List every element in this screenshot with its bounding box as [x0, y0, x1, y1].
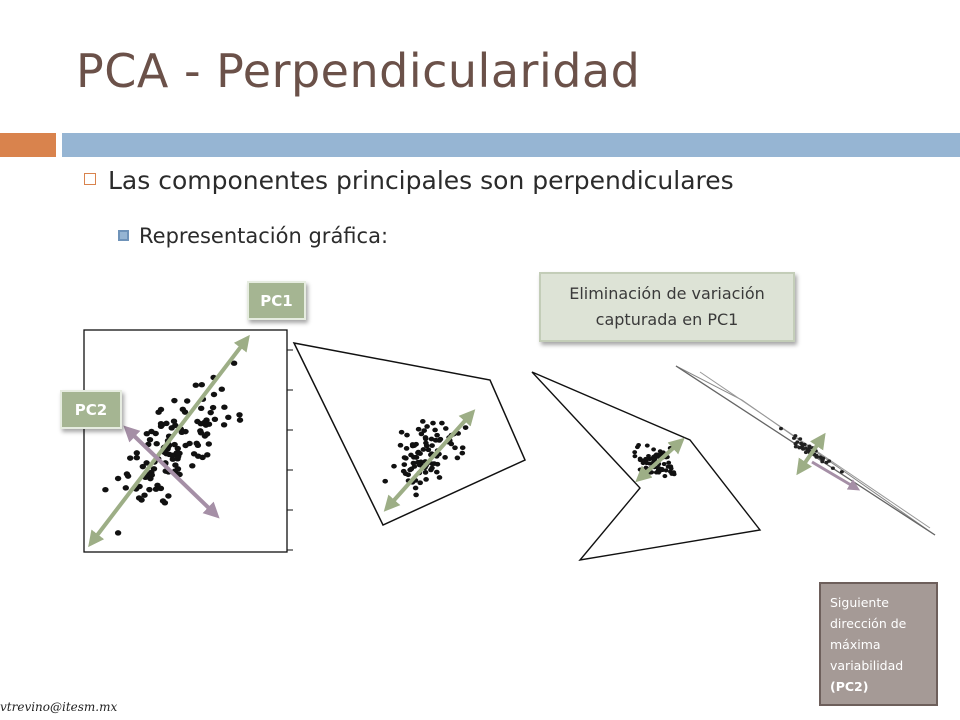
scatter-point — [632, 450, 637, 454]
scatter-point — [127, 455, 133, 460]
scatter-point — [141, 492, 147, 497]
scatter-point — [429, 466, 435, 471]
scatter-point — [654, 452, 659, 456]
scatter-point — [221, 404, 227, 409]
scatter-point — [236, 412, 242, 417]
elimination-note — [539, 272, 795, 342]
scatter-point — [443, 426, 449, 431]
scatter-point — [411, 461, 417, 466]
scatter-point — [821, 458, 825, 461]
next-note-pc2: (PC2) — [830, 679, 869, 694]
scatter-point — [206, 441, 212, 446]
next-note-line: Siguiente — [830, 595, 889, 610]
pc2-label: PC2 — [60, 390, 122, 429]
scatter-point — [194, 441, 200, 446]
scatter-point — [402, 462, 408, 467]
scatter-point — [175, 466, 181, 471]
scatter-point — [237, 417, 243, 422]
scatter-point — [423, 470, 429, 475]
scatter-point — [429, 443, 435, 448]
scatter-point — [666, 461, 671, 465]
scatter-point — [420, 419, 426, 424]
scatter-point — [225, 415, 231, 420]
scatter-point — [189, 463, 195, 468]
scatter-point — [645, 444, 650, 448]
scatter-point — [638, 457, 643, 461]
scatter-point — [421, 447, 427, 452]
scatter-point — [123, 485, 129, 490]
scatter-point — [452, 445, 458, 450]
next-note-line: máxima — [830, 637, 881, 652]
scatter-point — [455, 456, 461, 461]
scatter-point — [804, 446, 808, 449]
scatter-point — [439, 421, 445, 426]
scatter-point — [794, 442, 798, 445]
scatter-point — [171, 398, 177, 403]
scatter-point — [414, 455, 420, 460]
bullet-level1-text: Las componentes principales son perpendiculares — [108, 166, 734, 195]
scatter-point — [212, 417, 218, 422]
scatter-point — [671, 470, 676, 474]
scatter-point — [801, 443, 805, 446]
scatter-point — [432, 428, 438, 433]
scatter-point — [412, 443, 418, 448]
scatter-point — [204, 431, 210, 436]
scatter-point — [221, 422, 227, 427]
scatter-point — [407, 468, 413, 473]
scatter-point — [140, 464, 146, 469]
scatter-point — [208, 410, 214, 415]
scatter-point — [184, 398, 190, 403]
scatter-point — [115, 476, 121, 481]
scatter-point — [460, 451, 466, 456]
scatter-point — [193, 382, 199, 387]
scatter-point — [651, 457, 656, 461]
scatter-point — [413, 493, 419, 498]
next-note-line: variabilidad — [830, 658, 904, 673]
scatter-point — [219, 386, 225, 391]
scatter-point — [662, 462, 667, 466]
scatter-point — [153, 486, 159, 491]
scatter-point — [663, 474, 668, 478]
scatter-point — [198, 406, 204, 411]
scatter-point — [638, 468, 643, 472]
scatter-point — [433, 438, 439, 443]
elimination-note-line1: Eliminación de variación — [569, 284, 765, 303]
scatter-point — [442, 455, 448, 460]
bullet-level2-text: Representación gráfica: — [139, 224, 389, 248]
scatter-point — [165, 493, 171, 498]
scatter-point — [163, 421, 169, 426]
scatter-point — [434, 470, 440, 475]
scatter-panel-original — [84, 330, 293, 552]
scatter-point — [437, 475, 443, 480]
scatter-point — [463, 425, 469, 430]
scatter-point — [399, 430, 405, 435]
projection-panel-2 — [294, 343, 525, 525]
scatter-point — [175, 450, 181, 455]
scatter-point — [408, 453, 414, 458]
next-note-line: dirección de — [830, 616, 907, 631]
scatter-point — [794, 445, 798, 448]
elimination-note-line2: capturada en PC1 — [595, 310, 739, 329]
scatter-point — [416, 450, 422, 455]
scatter-point — [666, 465, 671, 469]
scatter-point — [210, 405, 216, 410]
scatter-point — [136, 495, 142, 500]
scatter-point — [633, 454, 638, 458]
scatter-point — [144, 431, 150, 436]
scatter-point — [154, 441, 160, 446]
scatter-point — [430, 421, 436, 426]
scatter-point — [199, 382, 205, 387]
scatter-point — [651, 447, 656, 451]
scatter-point — [419, 432, 425, 437]
slide-title: PCA - Perpendicularidad — [76, 44, 641, 98]
scatter-point — [195, 453, 201, 458]
scatter-point — [460, 445, 466, 450]
scatter-point — [643, 457, 648, 461]
scatter-point — [146, 487, 152, 492]
scatter-point — [779, 427, 783, 430]
scatter-point — [423, 435, 429, 440]
scatter-point — [404, 446, 410, 451]
scatter-point — [197, 428, 203, 433]
scatter-point — [171, 442, 177, 447]
scatter-point — [798, 437, 802, 440]
scatter-point — [211, 392, 217, 397]
scatter-point — [153, 431, 159, 436]
scatter-point — [404, 433, 410, 438]
scatter-point — [416, 427, 422, 432]
scatter-point — [636, 443, 641, 447]
author-email: vtrevino@itesm.mx — [0, 700, 118, 714]
scatter-point — [102, 487, 108, 492]
scatter-point — [158, 407, 164, 412]
scatter-point — [398, 443, 404, 448]
pc1-label: PC1 — [247, 281, 306, 320]
scatter-point — [125, 473, 131, 478]
scatter-point — [413, 486, 419, 491]
scatter-point — [169, 452, 175, 457]
scatter-point — [134, 450, 140, 455]
scatter-point — [405, 472, 411, 477]
scatter-point — [424, 424, 430, 429]
scatter-point — [147, 437, 153, 442]
scatter-point — [186, 441, 192, 446]
scatter-point — [831, 467, 835, 470]
scatter-point — [382, 479, 388, 484]
scatter-point — [134, 455, 140, 460]
scatter-point — [792, 437, 796, 440]
scatter-point — [160, 498, 166, 503]
scatter-point — [840, 470, 844, 473]
scatter-point — [391, 464, 397, 469]
scatter-point — [797, 446, 801, 449]
scatter-point — [202, 419, 208, 424]
scatter-point — [417, 480, 423, 485]
scatter-point — [434, 433, 440, 438]
scatter-point — [827, 459, 831, 462]
scatter-point — [660, 467, 665, 471]
scatter-point — [115, 530, 121, 535]
projection-panel-3 — [532, 372, 760, 560]
scatter-point — [403, 456, 409, 461]
next-direction-note — [819, 582, 938, 706]
scatter-point — [423, 477, 429, 482]
